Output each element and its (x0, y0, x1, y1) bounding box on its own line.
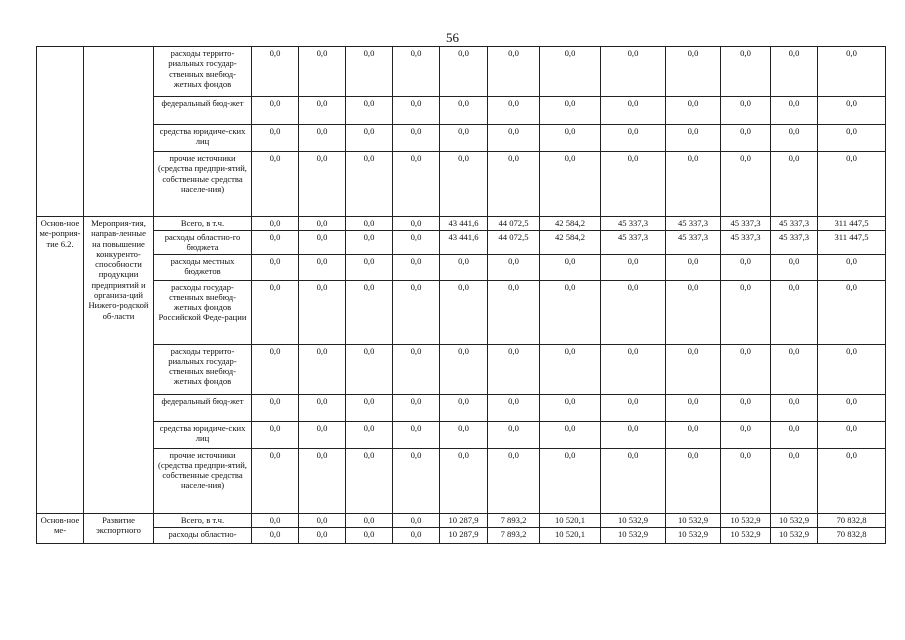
value-cell: 0,0 (488, 280, 540, 344)
value-cell: 0,0 (346, 421, 393, 448)
value-cell: 0,0 (393, 125, 440, 152)
value-cell: 0,0 (252, 394, 299, 421)
value-cell: 45 337,3 (666, 217, 721, 231)
value-cell: 0,0 (540, 421, 601, 448)
value-cell: 0,0 (721, 125, 771, 152)
table-row (37, 217, 886, 231)
value-cell: 42 584,2 (540, 231, 601, 255)
funding-source: федеральный бюд-жет (154, 97, 252, 125)
table-row (37, 527, 886, 543)
value-cell: 7 893,2 (488, 527, 540, 543)
value-cell: 0,0 (666, 254, 721, 280)
value-cell: 0,0 (540, 448, 601, 513)
value-cell: 0,0 (252, 421, 299, 448)
table-row (37, 97, 886, 125)
value-cell: 10 532,9 (666, 513, 721, 527)
value-cell: 0,0 (440, 254, 488, 280)
value-cell: 0,0 (771, 280, 818, 344)
value-cell: 0,0 (393, 231, 440, 255)
value-cell: 0,0 (818, 280, 886, 344)
value-cell: 0,0 (346, 217, 393, 231)
value-cell: 0,0 (818, 344, 886, 394)
funding-source: прочие источники (средства предпри-ятий, собственные средства населе-ния) (154, 152, 252, 217)
value-cell: 0,0 (346, 254, 393, 280)
value-cell: 0,0 (601, 344, 666, 394)
value-cell: 0,0 (666, 344, 721, 394)
value-cell: 0,0 (346, 513, 393, 527)
value-cell: 45 337,3 (601, 231, 666, 255)
value-cell: 0,0 (666, 421, 721, 448)
value-cell: 0,0 (540, 152, 601, 217)
value-cell: 0,0 (440, 47, 488, 97)
value-cell: 0,0 (299, 254, 346, 280)
value-cell: 0,0 (818, 152, 886, 217)
value-cell: 0,0 (346, 448, 393, 513)
value-cell: 0,0 (299, 47, 346, 97)
value-cell: 0,0 (666, 448, 721, 513)
value-cell: 0,0 (346, 280, 393, 344)
value-cell: 0,0 (771, 421, 818, 448)
value-cell: 10 532,9 (771, 527, 818, 543)
table-row (37, 421, 886, 448)
value-cell: 0,0 (488, 47, 540, 97)
measure-name: Развитие экспортного (84, 513, 154, 543)
value-cell: 0,0 (771, 47, 818, 97)
funding-source: расходы государ-ственных внебюд-жетных фондов Российской Феде-рации (154, 280, 252, 344)
value-cell: 0,0 (440, 280, 488, 344)
value-cell: 0,0 (252, 97, 299, 125)
value-cell: 10 532,9 (666, 527, 721, 543)
value-cell: 0,0 (252, 47, 299, 97)
value-cell: 0,0 (818, 254, 886, 280)
value-cell: 0,0 (721, 448, 771, 513)
value-cell: 0,0 (488, 448, 540, 513)
value-cell: 0,0 (488, 125, 540, 152)
page-number: 56 (446, 30, 459, 45)
value-cell: 0,0 (771, 394, 818, 421)
value-cell: 0,0 (346, 47, 393, 97)
value-cell: 0,0 (299, 513, 346, 527)
funding-source: расходы местных бюджетов (154, 254, 252, 280)
value-cell: 43 441,6 (440, 217, 488, 231)
value-cell: 0,0 (540, 280, 601, 344)
value-cell: 0,0 (299, 344, 346, 394)
value-cell: 0,0 (440, 125, 488, 152)
table-row (37, 231, 886, 255)
value-cell: 0,0 (393, 152, 440, 217)
value-cell: 0,0 (252, 152, 299, 217)
table-row (37, 394, 886, 421)
value-cell: 0,0 (252, 231, 299, 255)
funding-source: расходы террито-риальных государ-ственных внебюд-жетных фондов (154, 47, 252, 97)
value-cell: 0,0 (818, 125, 886, 152)
value-cell: 0,0 (666, 280, 721, 344)
value-cell: 0,0 (299, 125, 346, 152)
value-cell: 0,0 (666, 97, 721, 125)
value-cell: 0,0 (440, 448, 488, 513)
value-cell: 311 447,5 (818, 231, 886, 255)
value-cell: 0,0 (393, 97, 440, 125)
value-cell: 0,0 (346, 125, 393, 152)
value-cell: 0,0 (440, 152, 488, 217)
value-cell: 0,0 (393, 217, 440, 231)
value-cell: 0,0 (818, 47, 886, 97)
value-cell: 0,0 (488, 421, 540, 448)
measure-name (84, 47, 154, 217)
value-cell: 0,0 (771, 448, 818, 513)
value-cell: 0,0 (601, 152, 666, 217)
value-cell: 0,0 (601, 97, 666, 125)
value-cell: 0,0 (346, 231, 393, 255)
funding-source: средства юридиче-ских лиц (154, 421, 252, 448)
table-row (37, 254, 886, 280)
value-cell: 44 072,5 (488, 217, 540, 231)
value-cell: 0,0 (346, 152, 393, 217)
value-cell: 0,0 (252, 217, 299, 231)
value-cell: 0,0 (252, 448, 299, 513)
value-cell: 0,0 (818, 421, 886, 448)
value-cell: 0,0 (393, 254, 440, 280)
value-cell: 0,0 (440, 394, 488, 421)
table-row (37, 448, 886, 513)
value-cell: 0,0 (299, 217, 346, 231)
value-cell: 0,0 (540, 97, 601, 125)
value-cell: 0,0 (440, 97, 488, 125)
value-cell: 0,0 (601, 47, 666, 97)
value-cell: 0,0 (771, 152, 818, 217)
value-cell: 0,0 (488, 97, 540, 125)
value-cell: 0,0 (666, 152, 721, 217)
value-cell: 0,0 (299, 280, 346, 344)
funding-source: расходы областно-го бюджета (154, 231, 252, 255)
value-cell: 0,0 (393, 344, 440, 394)
value-cell: 0,0 (393, 47, 440, 97)
table-row (37, 125, 886, 152)
value-cell: 70 832,8 (818, 527, 886, 543)
value-cell: 45 337,3 (771, 217, 818, 231)
value-cell: 0,0 (488, 254, 540, 280)
value-cell: 0,0 (299, 394, 346, 421)
value-cell: 0,0 (540, 254, 601, 280)
value-cell: 0,0 (252, 344, 299, 394)
value-cell: 7 893,2 (488, 513, 540, 527)
funding-source: Всего, в т.ч. (154, 217, 252, 231)
table-row (37, 344, 886, 394)
value-cell: 42 584,2 (540, 217, 601, 231)
value-cell: 10 520,1 (540, 527, 601, 543)
value-cell: 10 532,9 (771, 513, 818, 527)
value-cell: 0,0 (393, 448, 440, 513)
value-cell: 0,0 (299, 231, 346, 255)
value-cell: 10 287,9 (440, 527, 488, 543)
budget-table (36, 46, 886, 544)
measure-name: Мероприя-тия, направ-ленные на повышение конкуренто-способности продукции предприятий и организа-ций Нижего-родской об-ласти (84, 217, 154, 514)
value-cell: 0,0 (666, 125, 721, 152)
value-cell: 0,0 (299, 152, 346, 217)
value-cell: 0,0 (540, 47, 601, 97)
value-cell: 0,0 (721, 152, 771, 217)
value-cell: 0,0 (252, 280, 299, 344)
funding-source: прочие источники (средства предпри-ятий, собственные средства населе-ния) (154, 448, 252, 513)
value-cell: 43 441,6 (440, 231, 488, 255)
value-cell: 0,0 (299, 421, 346, 448)
value-cell: 0,0 (393, 394, 440, 421)
table-row (37, 152, 886, 217)
value-cell: 0,0 (601, 254, 666, 280)
value-cell: 0,0 (601, 280, 666, 344)
measure-code: Основ-ное ме- (37, 513, 84, 543)
value-cell: 0,0 (488, 152, 540, 217)
table-row (37, 47, 886, 97)
value-cell: 0,0 (721, 97, 771, 125)
value-cell: 0,0 (601, 448, 666, 513)
value-cell: 0,0 (666, 47, 721, 97)
funding-source: Всего, в т.ч. (154, 513, 252, 527)
value-cell: 0,0 (440, 344, 488, 394)
value-cell: 0,0 (346, 97, 393, 125)
funding-source: федеральный бюд-жет (154, 394, 252, 421)
value-cell: 0,0 (721, 344, 771, 394)
funding-source: расходы областно- (154, 527, 252, 543)
value-cell: 45 337,3 (666, 231, 721, 255)
value-cell: 10 532,9 (721, 527, 771, 543)
value-cell: 0,0 (721, 280, 771, 344)
value-cell: 45 337,3 (721, 217, 771, 231)
value-cell: 0,0 (771, 254, 818, 280)
funding-source: средства юридиче-ских лиц (154, 125, 252, 152)
value-cell: 0,0 (252, 527, 299, 543)
value-cell: 0,0 (393, 280, 440, 344)
value-cell: 0,0 (540, 344, 601, 394)
funding-source: расходы террито-риальных государ-ственных внебюд-жетных фондов (154, 344, 252, 394)
value-cell: 0,0 (252, 513, 299, 527)
value-cell: 45 337,3 (601, 217, 666, 231)
value-cell: 0,0 (488, 394, 540, 421)
value-cell: 0,0 (666, 394, 721, 421)
value-cell: 0,0 (771, 344, 818, 394)
value-cell: 0,0 (393, 527, 440, 543)
value-cell: 0,0 (818, 448, 886, 513)
value-cell: 0,0 (771, 97, 818, 125)
value-cell: 0,0 (721, 394, 771, 421)
value-cell: 10 532,9 (721, 513, 771, 527)
value-cell: 0,0 (252, 254, 299, 280)
value-cell: 45 337,3 (771, 231, 818, 255)
value-cell: 70 832,8 (818, 513, 886, 527)
value-cell: 45 337,3 (721, 231, 771, 255)
value-cell: 0,0 (601, 421, 666, 448)
value-cell: 311 447,5 (818, 217, 886, 231)
measure-code (37, 47, 84, 217)
value-cell: 10 532,9 (601, 527, 666, 543)
value-cell: 0,0 (601, 125, 666, 152)
value-cell: 0,0 (393, 513, 440, 527)
value-cell: 0,0 (299, 97, 346, 125)
value-cell: 0,0 (346, 344, 393, 394)
value-cell: 0,0 (721, 421, 771, 448)
value-cell: 10 520,1 (540, 513, 601, 527)
value-cell: 0,0 (540, 394, 601, 421)
value-cell: 0,0 (771, 125, 818, 152)
value-cell: 0,0 (252, 125, 299, 152)
value-cell: 0,0 (721, 254, 771, 280)
value-cell: 0,0 (440, 421, 488, 448)
table-row (37, 513, 886, 527)
value-cell: 0,0 (818, 394, 886, 421)
value-cell: 0,0 (818, 97, 886, 125)
value-cell: 0,0 (346, 394, 393, 421)
value-cell: 0,0 (721, 47, 771, 97)
value-cell: 44 072,5 (488, 231, 540, 255)
value-cell: 0,0 (346, 527, 393, 543)
value-cell: 10 532,9 (601, 513, 666, 527)
table-row (37, 280, 886, 344)
measure-code: Основ-ное ме-роприя-тие 6.2. (37, 217, 84, 514)
value-cell: 0,0 (540, 125, 601, 152)
value-cell: 0,0 (601, 394, 666, 421)
value-cell: 0,0 (299, 448, 346, 513)
value-cell: 10 287,9 (440, 513, 488, 527)
value-cell: 0,0 (393, 421, 440, 448)
value-cell: 0,0 (299, 527, 346, 543)
value-cell: 0,0 (488, 344, 540, 394)
